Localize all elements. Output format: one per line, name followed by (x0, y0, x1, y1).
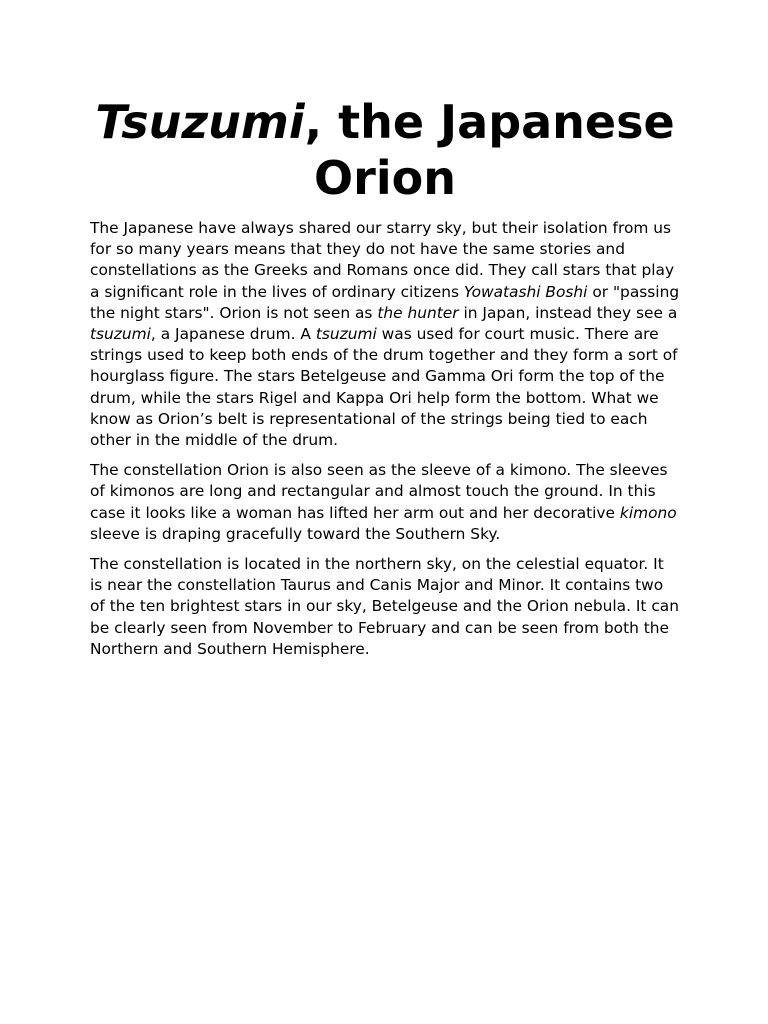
paragraph-2 (90, 460, 680, 545)
paragraph-1-text: in Japan, instead they see a (458, 303, 678, 322)
paragraph-2-text: The constellation Orion is also seen as the sleeve of a kimono. The sleeves of kimonos are long and rectangular and almost touch the ground. In this case it looks like a woman has lifted her arm out and her decorative (90, 461, 668, 522)
paragraph-1-italic: Yowatashi Boshi (463, 282, 588, 301)
title-italic: Tsuzumi (95, 95, 305, 149)
title-rest: , the Japanese Orion (304, 95, 675, 205)
paragraph-1-text: The Japanese have always shared our starry sky, but their isolation from us for so many years means that they do not have the same stories and constellations as the Greeks and Romans once did. They call stars that play a significant role in the lives of ordinary citizens (90, 219, 675, 301)
paragraph-2-text: sleeve is draping gracefully toward the Southern Sky. (90, 524, 501, 543)
paragraph-2-italic: kimono (619, 503, 677, 522)
paragraph-1-text: was used for court music. There are strings used to keep both ends of the drum together and they form a sort of hourglass figure. The stars Betelgeuse and Gamma Ori form the top of the drum, while the stars Rigel and Kappa Ori help form the bottom. What we know as Orion’s belt is representational of the strings being tied to each other in the middle of the drum. (90, 325, 678, 450)
paragraph-1-italic: tsuzumi (90, 325, 151, 344)
paragraph-1-text: or "passing the night stars". Orion is not seen as (90, 282, 680, 322)
document-page (90, 94, 680, 669)
paragraph-1-italic: the hunter (377, 303, 459, 322)
paragraph-1-text: , a Japanese drum. A (150, 325, 316, 344)
paragraph-3-text: The constellation is located in the northern sky, on the celestial equator. It is near the constellation Taurus and Canis Major and Minor. It contains two of the ten brightest stars in our sky, Betelgeuse and the Orion nebula. It can be clearly seen from November to February and can be seen from both the Northern and Southern Hemisphere. (90, 555, 679, 658)
paragraph-1 (90, 218, 680, 451)
document-title (90, 94, 680, 206)
paragraph-1-italic: tsuzumi (315, 325, 377, 344)
paragraph-3 (90, 554, 680, 660)
